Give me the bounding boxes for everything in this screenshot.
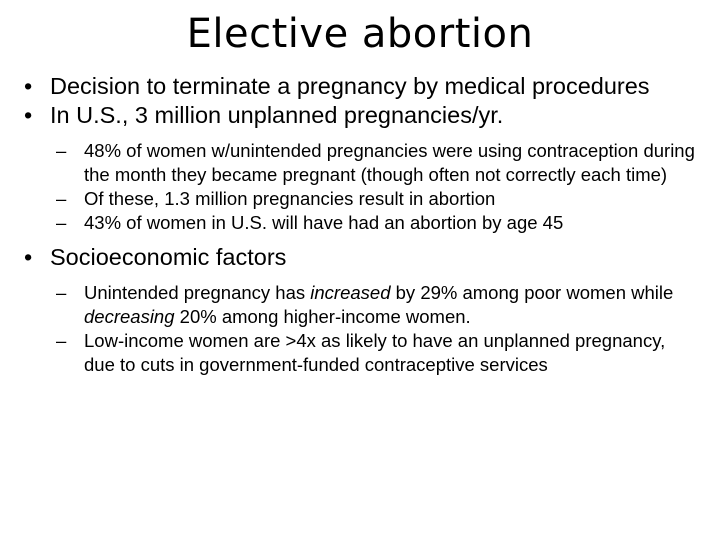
emphasis-increased: increased [310, 282, 391, 303]
bullet-decision [0, 72, 720, 101]
sub-item-contraception [0, 139, 720, 187]
sub-list-socioeconomic [0, 281, 720, 377]
bullet-text: Socioeconomic factors [50, 244, 287, 270]
bullet-icon: • [24, 73, 33, 99]
sub-item-unintended-trend [0, 281, 720, 329]
dash-icon: – [56, 330, 67, 351]
sub-item-text: 43% of women in U.S. will have had an abortion by age 45 [84, 212, 564, 233]
emphasis-decreasing: decreasing [84, 306, 175, 327]
sub-item-text: 48% of women w/unintended pregnancies were using contraception during the month they became pregnant (though often not correctly each time) [84, 140, 695, 185]
sub-item-text-part: 20% among higher-income women. [174, 306, 471, 327]
dash-icon: – [56, 282, 67, 303]
bullet-text: In U.S., 3 million unplanned pregnancies/yr. [50, 102, 504, 128]
sub-item-text-part: by 29% among poor women while [390, 282, 674, 303]
dash-icon: – [56, 188, 67, 209]
sub-item-abortion-count [0, 187, 720, 211]
bullet-icon: • [24, 244, 33, 270]
sub-list-unplanned [0, 139, 720, 235]
bullet-socioeconomic [0, 243, 720, 272]
sub-item-text: Of these, 1.3 million pregnancies result in abortion [84, 188, 496, 209]
slide-title: Elective abortion [186, 11, 534, 57]
sub-item-text: Low-income women are >4x as likely to have an unplanned pregnancy, due to cuts in government-funded contraceptive services [84, 330, 666, 375]
slide-body [0, 72, 720, 377]
sub-item-text-part: Unintended pregnancy has [84, 282, 311, 303]
bullet-icon: • [24, 102, 33, 128]
dash-icon: – [56, 140, 67, 161]
bullet-unplanned-pregnancies [0, 101, 720, 130]
dash-icon: – [56, 212, 67, 233]
bullet-text: Decision to terminate a pregnancy by medical procedures [50, 73, 650, 99]
sub-item-low-income [0, 329, 720, 377]
sub-item-abortion-by-45 [0, 211, 720, 235]
